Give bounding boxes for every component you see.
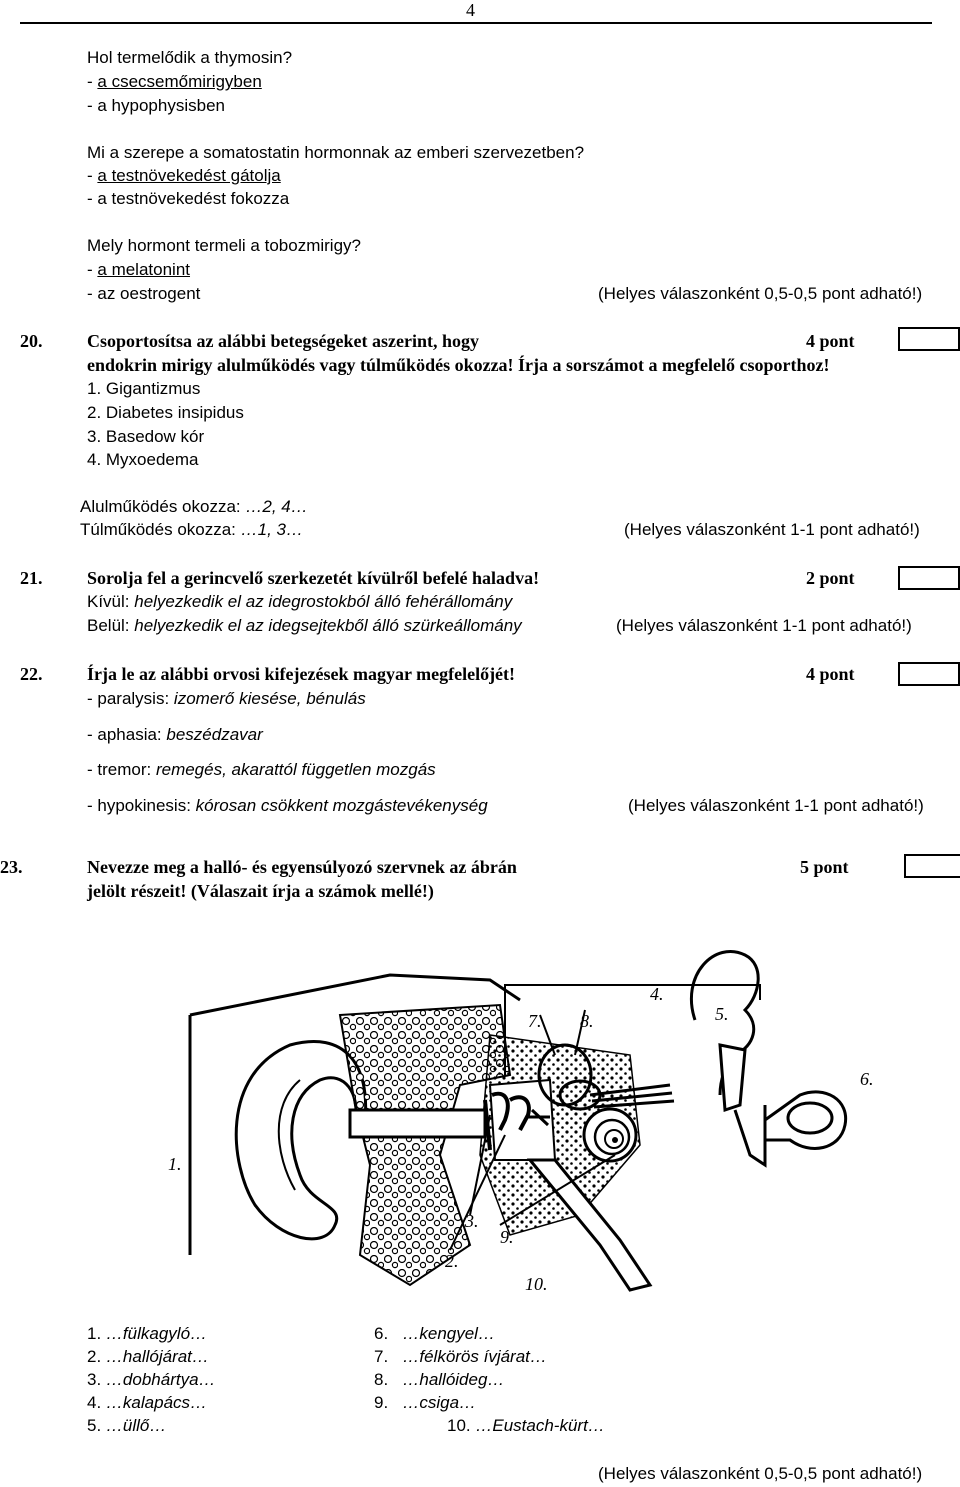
q21-score-box[interactable] [898, 566, 960, 590]
q21-line-1: Kívül: helyezkedik el az idegrostokból álló fehérállomány [87, 592, 513, 611]
thymosin-option-2: - a hypophysisben [87, 96, 225, 115]
q22-term-3: - tremor: remegés, akarattól független mozgás [87, 760, 436, 779]
ear-diagram [160, 905, 920, 1305]
q20-item-3: 3. Basedow kór [87, 427, 205, 446]
q21-line-2: Belül: helyezkedik el az idegsejtekből álló szürkeállomány [87, 616, 522, 635]
q21-number: 21. [20, 568, 43, 588]
diagram-label-6: 6. [860, 1069, 874, 1089]
q22-scoring: (Helyes válaszonként 1-1 pont adható!) [628, 796, 924, 815]
q20-number: 20. [20, 331, 43, 351]
ear-canal [350, 1110, 485, 1137]
q20-item-2: 2. Diabetes insipidus [87, 403, 244, 422]
q20-title-line2: endokrin mirigy alulműködés vagy túlműködés okozza! Írja a sorszámot a megfelelő csoporthoz! [87, 355, 830, 375]
thymosin-option-1: - a csecsemőmirigyben [87, 72, 262, 91]
somatostatin-option-2: - a testnövekedést fokozza [87, 189, 290, 208]
q20-over-line: Túlműködés okozza: …1, 3… [80, 520, 303, 539]
answer-5: 5. …üllő… [87, 1416, 167, 1435]
diagram-label-7: 7. [528, 1011, 542, 1031]
somatostatin-question: Mi a szerepe a somatostatin hormonnak az emberi szervezetben? [87, 143, 585, 162]
q22-title: Írja le az alábbi orvosi kifejezések magyar megfelelőjét! [87, 664, 516, 684]
answer-7: 7. …félkörös ívjárat… [374, 1347, 547, 1366]
diagram-label-2: 2. [445, 1251, 459, 1271]
q23-title-line2: jelölt részeit! (Válaszait írja a számok mellé!) [87, 881, 434, 901]
answer-1: 1. …fülkagyló… [87, 1324, 208, 1343]
q22-term-4: - hypokinesis: kórosan csökkent mozgástevékenység [87, 796, 488, 815]
diagram-label-1: 1. [168, 1154, 182, 1174]
toboz-option-1: - a melatonint [87, 260, 191, 279]
diagram-label-4: 4. [650, 984, 664, 1004]
q20-score-box[interactable] [898, 327, 960, 351]
toboz-question: Mely hormont termeli a tobozmirigy? [87, 236, 361, 255]
diagram-label-9: 9. [500, 1227, 514, 1247]
q22-points: 4 pont [806, 664, 855, 684]
q20-under-line: Alulműködés okozza: …2, 4… [80, 497, 308, 516]
q20-item-4: 4. Myxoedema [87, 450, 199, 469]
q20-title-line1: Csoportosítsa az alábbi betegségeket aszerint, hogy [87, 331, 479, 351]
page-number: 4 [466, 0, 475, 20]
answer-8: 8. …hallóideg… [374, 1370, 505, 1389]
answer-3: 3. …dobhártya… [87, 1370, 216, 1389]
q22-number: 22. [20, 664, 43, 684]
header-rule [20, 22, 932, 24]
diagram-label-3: 3. [465, 1211, 479, 1231]
answer-9: 9. …csiga… [374, 1393, 477, 1412]
toboz-scoring: (Helyes válaszonként 0,5-0,5 pont adható!) [598, 284, 923, 303]
toboz-option-2: - az oestrogent [87, 284, 201, 303]
thymosin-question: Hol termelődik a thymosin? [87, 48, 293, 67]
q23-scoring: (Helyes válaszonként 0,5-0,5 pont adható!) [598, 1464, 923, 1483]
ossicle-detail [691, 951, 845, 1165]
q20-item-1: 1. Gigantizmus [87, 379, 201, 398]
q22-term-1: - paralysis: izomerő kiesése, bénulás [87, 689, 366, 708]
q23-points: 5 pont [800, 857, 849, 877]
answer-2: 2. …hallójárat… [87, 1347, 209, 1366]
diagram-label-5: 5. [715, 1004, 729, 1024]
q20-scoring: (Helyes válaszonként 1-1 pont adható!) [624, 520, 920, 539]
q23-title-line1: Nevezze meg a halló- és egyensúlyozó szervnek az ábrán [87, 857, 517, 877]
answer-6: 6. …kengyel… [374, 1324, 495, 1343]
diagram-label-8: 8. [580, 1011, 594, 1031]
q22-term-2: - aphasia: beszédzavar [87, 725, 263, 744]
q22-score-box[interactable] [898, 662, 960, 686]
q23-number: 23. [0, 857, 23, 877]
answer-4: 4. …kalapács… [87, 1393, 208, 1412]
answer-10: 10. …Eustach-kürt… [447, 1416, 605, 1435]
q21-points: 2 pont [806, 568, 855, 588]
auricle [236, 1042, 365, 1239]
q20-points: 4 pont [806, 331, 855, 351]
q21-title: Sorolja fel a gerincvelő szerkezetét kívülről befelé haladva! [87, 568, 540, 588]
somatostatin-option-1: - a testnövekedést gátolja [87, 166, 281, 185]
diagram-label-10: 10. [525, 1274, 548, 1294]
q23-score-box[interactable] [904, 854, 960, 878]
q21-scoring: (Helyes válaszonként 1-1 pont adható!) [616, 616, 912, 635]
cochlea [584, 1109, 636, 1161]
